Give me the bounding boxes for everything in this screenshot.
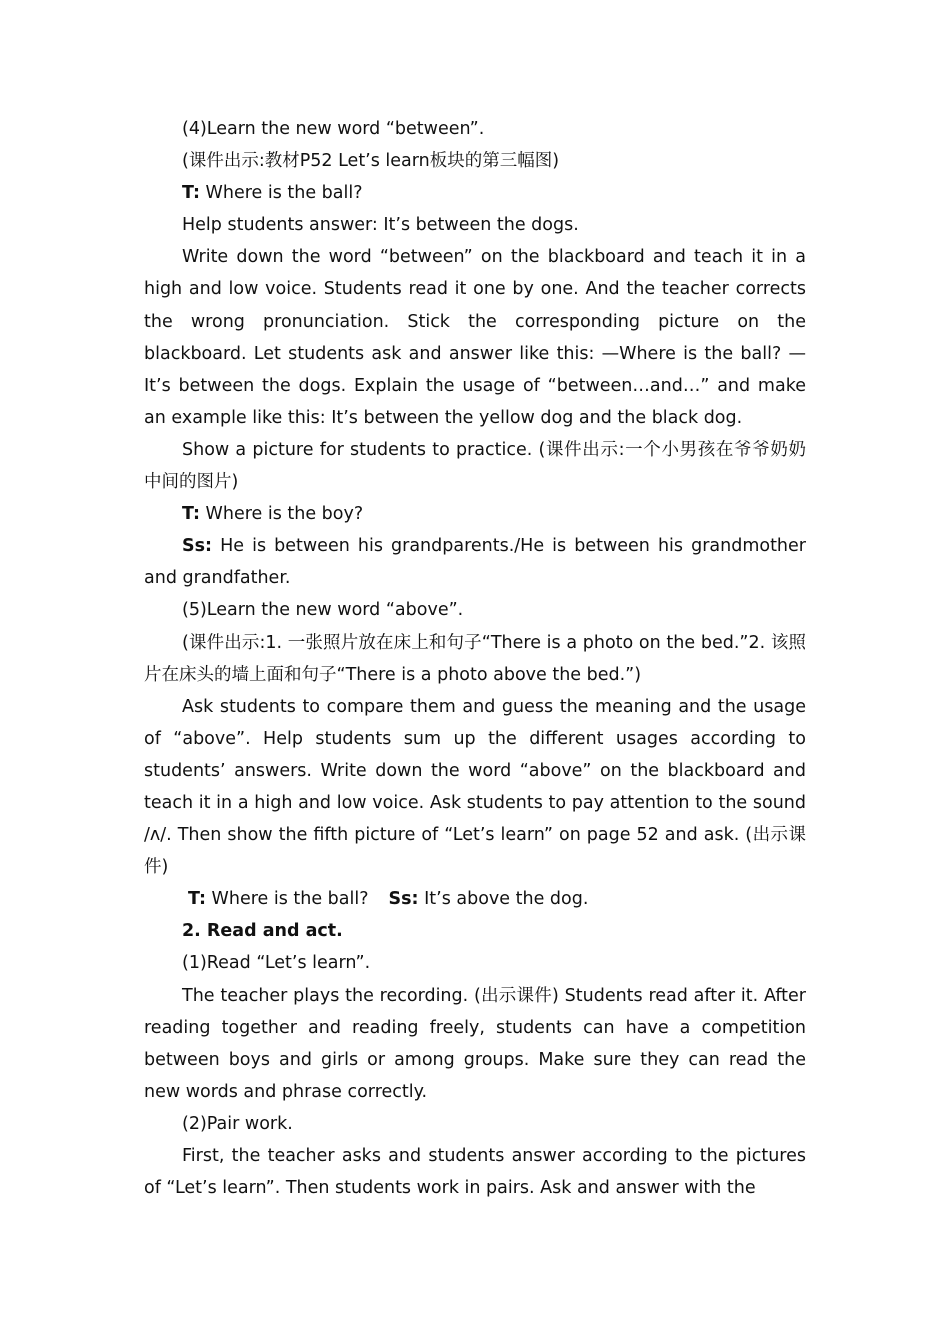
students-label: Ss: [182,536,213,557]
teacher-label: T: [188,889,206,910]
teacher-question-text: Where is the boy? [199,504,364,525]
document-page [144,113,806,1204]
teacher-label: T: [182,183,200,204]
instruction-line: Help students answer: It’s between the dogs. [182,215,579,236]
between-paragraph: Write down the word “between” on the blackboard and teach it in a high and low voice. Students read it one by one. And the teacher corrects the wrong pronunciation. Stick the corresponding picture on the blackboard. Let students ask and answer like this: —Where is the ball? —It’s between the dogs. Explain the usage of “between…and…” and make an example like this: It’s between the yellow dog and the black dog. [144,247,806,428]
students-label: Ss: [388,889,419,910]
pair-work-paragraph: First, the teacher asks and students answer according to the pictures of “Let’s learn”. Then students work in pairs. Ask and answer with the [144,1146,806,1199]
above-paragraph: Ask students to compare them and guess the meaning and the usage of “above”. Help students sum up the different usages according to students’ answers. Write down the word “above” on the blackboard and teach it in a high and low voice. Ask students to pay attention to the sound /ʌ/. Then show the fifth picture of “Let’s learn” on page 52 and ask. (出示课件) [144,696,806,878]
courseware-note: (课件出示:1. 一张照片放在床上和句子“There is a photo on the bed.”2. 该照片在床头的墙上面和句子“There is a photo above the bed.”) [144,632,806,685]
teacher-question-text: Where is the ball? [199,183,363,204]
dialogue-line [144,883,806,915]
recording-paragraph: The teacher plays the recording. (出示课件) Students read after it. After reading together and reading freely, students can have a competition between boys and girls or among groups. Make sure they can read the new words and phrase correctly. [144,985,806,1102]
students-answer-text: It’s above the dog. [418,889,589,910]
teacher-question-text: Where is the ball? [205,889,369,910]
practice-paragraph: Show a picture for students to practice. (课件出示:一个小男孩在爷爷奶奶中间的图片) [144,439,806,493]
courseware-note: (课件出示:教材P52 Let’s learn板块的第三幅图) [182,151,560,172]
students-answer-text: He is between his grandparents./He is between his grandmother and grandfather. [144,536,806,589]
teacher-label: T: [182,504,200,525]
students-answer [144,530,806,594]
substep-heading: (2)Pair work. [182,1113,293,1134]
step-4-heading: (4)Learn the new word “between”. [182,119,485,139]
substep-heading: (1)Read “Let’s learn”. [182,953,371,974]
section-heading: 2. Read and act. [182,921,343,942]
teacher-question [144,177,806,209]
teacher-question [144,498,806,530]
step-5-heading: (5)Learn the new word “above”. [182,600,464,621]
